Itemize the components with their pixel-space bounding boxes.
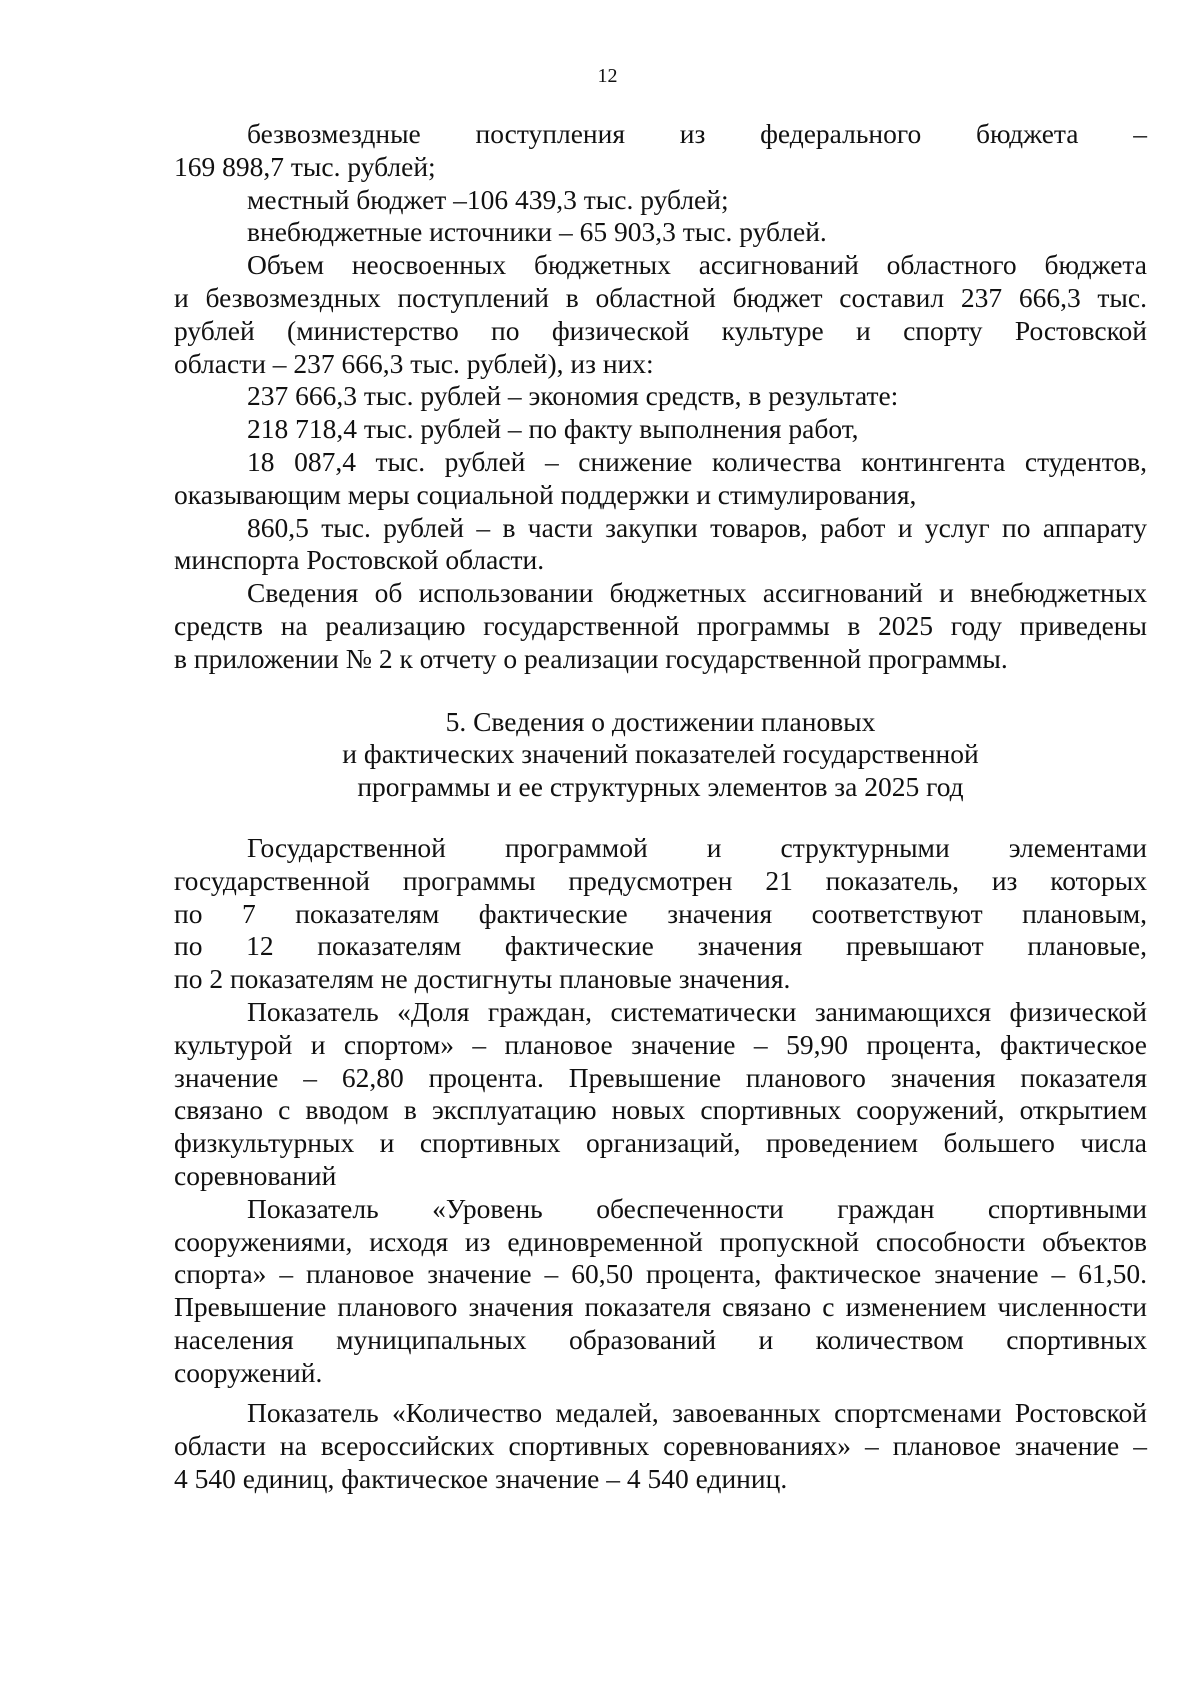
text-line: средств на реализацию государственной программы в 2025 году приведены — [174, 609, 1147, 641]
paragraph-indicator-medals — [174, 1397, 1147, 1495]
paragraph-works — [174, 413, 1147, 446]
paragraph-indicator-count — [174, 832, 1147, 996]
text-line: соревнований — [174, 1159, 337, 1191]
text-line: сооружений. — [174, 1356, 323, 1388]
text-line: и безвозмездных поступлений в областной бюджет составил 237 666,3 тыс. — [174, 281, 1147, 313]
text-line: по 2 показателям не достигнуты плановые значения. — [174, 963, 791, 995]
text-line: безвозмездные поступления из федерального бюджета – — [247, 118, 1147, 149]
text-line: населения муниципальных образований и количеством спортивных — [174, 1323, 1147, 1355]
text-line: области – 237 666,3 тыс. рублей), из них: — [174, 347, 654, 379]
section-heading — [174, 706, 1147, 804]
text-line: 860,5 тыс. рублей – в части закупки товаров, работ и услуг по аппарату — [247, 511, 1147, 543]
text-line: внебюджетные источники – 65 903,3 тыс. рублей. — [247, 216, 827, 248]
paragraph-unspent-volume — [174, 249, 1147, 380]
text-line: местный бюджет –106 439,3 тыс. рублей; — [247, 183, 729, 215]
paragraph-students — [174, 446, 1147, 512]
paragraph-local-budget — [174, 184, 1147, 217]
text-line: значение – 62,80 процента. Превышение планового значения показателя — [174, 1061, 1147, 1093]
paragraph-indicator-sport-share — [174, 996, 1147, 1193]
text-line: 169 898,7 тыс. рублей; — [174, 150, 436, 182]
text-line: Показатель «Количество медалей, завоеванных спортсменами Ростовской — [247, 1397, 1147, 1429]
text-line: 218 718,4 тыс. рублей – по факту выполнения работ, — [247, 413, 859, 445]
text-line: государственной программы предусмотрен 21 показатель, из которых — [174, 864, 1147, 896]
text-line: культурой и спортом» – плановое значение – 59,90 процента, фактическое — [174, 1028, 1147, 1060]
paragraph-federal-budget — [174, 118, 1147, 184]
text-line: по 7 показателям фактические значения соответствуют плановым, — [174, 897, 1147, 929]
heading-line: программы и ее структурных элементов за 2025 год — [357, 771, 964, 803]
document-body — [174, 118, 1147, 1496]
text-line: связано с вводом в эксплуатацию новых спортивных сооружений, открытием — [174, 1094, 1147, 1126]
text-line: области на всероссийских спортивных соревнованиях» – плановое значение – — [174, 1430, 1147, 1462]
text-line: оказывающим меры социальной поддержки и стимулирования, — [174, 478, 917, 510]
paragraph-spacer — [174, 1389, 1147, 1397]
text-line: Показатель «Уровень обеспеченности граждан спортивными — [247, 1192, 1147, 1224]
paragraph-extrabudgetary — [174, 216, 1147, 249]
paragraph-appendix-reference — [174, 577, 1147, 675]
text-line: рублей (министерство по физической культуре и спорту Ростовской — [174, 314, 1147, 346]
text-line: Превышение планового значения показателя связано с изменением численности — [174, 1291, 1147, 1323]
text-line: Показатель «Доля граждан, систематически занимающихся физической — [247, 995, 1147, 1027]
heading-line: 5. Сведения о достижении плановых — [445, 705, 876, 737]
text-line: 18 087,4 тыс. рублей – снижение количества контингента студентов, — [247, 445, 1147, 477]
text-line: в приложении № 2 к отчету о реализации государственной программы. — [174, 642, 1008, 674]
text-line: физкультурных и спортивных организаций, проведением большего числа — [174, 1127, 1147, 1159]
text-line: по 12 показателям фактические значения превышают плановые, — [174, 930, 1147, 962]
paragraph-savings — [174, 380, 1147, 413]
text-line: Государственной программой и структурными элементами — [247, 831, 1147, 863]
text-line: минспорта Ростовской области. — [174, 544, 545, 576]
text-line: сооружениями, исходя из единовременной пропускной способности объектов — [174, 1225, 1147, 1257]
text-line: Сведения об использовании бюджетных ассигнований и внебюджетных — [247, 577, 1147, 609]
text-line: спорта» – плановое значение – 60,50 процента, фактическое значение – 61,50. — [174, 1258, 1147, 1290]
text-line: 237 666,3 тыс. рублей – экономия средств, в результате: — [247, 380, 899, 412]
paragraph-procurement — [174, 512, 1147, 578]
text-line: Объем неосвоенных бюджетных ассигнований областного бюджета — [247, 249, 1147, 281]
page-number: 12 — [597, 65, 618, 87]
heading-line: и фактических значений показателей государственной — [342, 738, 979, 770]
paragraph-indicator-facilities — [174, 1193, 1147, 1390]
text-line: 4 540 единиц, фактическое значение – 4 540 единиц. — [174, 1463, 788, 1495]
